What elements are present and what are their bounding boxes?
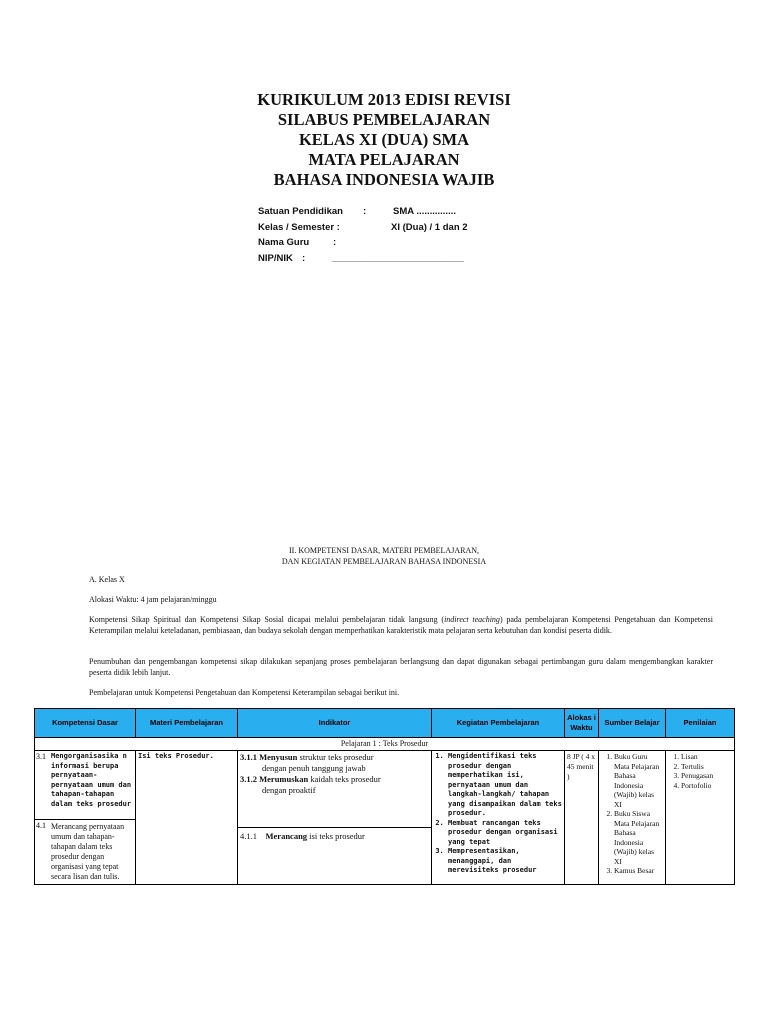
kompetensi-dasar-cell <box>35 751 136 885</box>
guru-label: Nama Guru <box>258 237 310 248</box>
header-alokasi-waktu: Alokas i Waktu <box>565 709 599 738</box>
title-line-2: SILABUS PEMBELAJARAN <box>277 110 491 129</box>
header-kegiatan: Kegiatan Pembelajaran <box>432 709 565 738</box>
paragraph-1-part-b: ) pada pembelajaran Kompetensi Pengetahuan dan Kompetensi Keterampilan melalui keteladanan, pembiasaan, dan budaya sekolah dengan memperhatikan karakteristik mata pelajaran serta kebutuhan dan kondisi peserta didik. <box>89 615 713 635</box>
section-heading <box>0 545 768 567</box>
list-item: 3. Mempresentasikan, menanggapi, dan merevisiteks prosedur <box>448 847 562 876</box>
indikator-3-1-1-text: struktur teks prosedur <box>297 752 374 762</box>
indikator-3-1-2-line2: dengan proaktif <box>262 785 316 795</box>
kd-4-1-text: Merancang pernyataan umum dan tahapan-tahapan dalam teks prosedur dengan organisasi yang tepat secara lisan dan tulis. <box>51 822 125 881</box>
list-item: 2. Buku Siswa Mata Pelajaran Bahasa Indonesia (Wajib) kelas XI <box>614 809 663 866</box>
list-item: 3. Kamus Besar <box>614 866 663 876</box>
kd-4-1 <box>35 820 135 884</box>
penilaian-cell <box>666 751 735 885</box>
kegiatan-list <box>434 752 562 876</box>
satuan-label: Satuan Pendidikan <box>258 206 343 217</box>
indikator-3-1-1-number: 3.1.1 <box>240 752 257 762</box>
alokasi-waktu-cell <box>565 751 599 885</box>
indikator-3-1-2-number: 3.1.2 <box>240 774 257 784</box>
document-title <box>0 90 768 190</box>
materi-cell <box>136 751 238 885</box>
list-item: 1. Mengidentifikasi teks prosedur dengan memperhatikan isi, pernyataan umum dan langkah-langkah/ tahapan yang disampaikan dalam teks prosedur. <box>448 752 562 819</box>
title-line-5: BAHASA INDONESIA WAJIB <box>273 170 495 189</box>
section-heading-line-1: II. KOMPETENSI DASAR, MATERI PEMBELAJARAN, <box>288 546 479 555</box>
indikator-cell <box>238 751 432 885</box>
indikator-3-1-2-verb: Merumuskan <box>259 774 309 784</box>
header-indikator: Indikator <box>238 709 432 738</box>
indikator-4-1-1-text: isi teks prosedur <box>307 831 365 841</box>
indikator-3-1-1-verb: Menyusun <box>259 752 298 762</box>
table-row <box>35 751 735 885</box>
header-penilaian: Penilaian <box>666 709 735 738</box>
satuan-separator: : <box>363 206 367 217</box>
kegiatan-cell <box>432 751 565 885</box>
kelas-value: XI (Dua) / 1 dan 2 <box>391 221 468 233</box>
list-item: 2. Membuat rancangan teks prosedur dengan organisasi yang tepat <box>448 819 562 848</box>
list-item: 3. Penugasan <box>681 771 732 781</box>
indikator-4-1-1-number: 4.1.1 <box>240 831 257 841</box>
title-line-4: MATA PELAJARAN <box>308 150 460 169</box>
kelas-label: Kelas / Semester : <box>258 221 340 233</box>
satuan-value: SMA ............... <box>393 206 456 217</box>
header-materi: Materi Pembelajaran <box>136 709 238 738</box>
nip-value: _________________________ <box>332 252 465 264</box>
indikator-group-3 <box>238 751 431 827</box>
paragraph-1 <box>89 614 713 636</box>
lesson-title-row <box>35 738 735 751</box>
indikator-3-1-2 <box>240 774 429 785</box>
guru-separator: : <box>333 237 337 248</box>
indikator-4-1-1-verb: Merancang <box>265 831 308 841</box>
alokasi-waktu-text: Alokasi Waktu: 4 jam pelajaran/minggu <box>89 595 217 604</box>
sumber-belajar-cell <box>599 751 666 885</box>
indikator-3-1-2-text: kaidah teks prosedur <box>308 774 381 784</box>
nip-separator: : <box>302 252 306 264</box>
list-item: 1. Buku Guru Mata Pelajaran Bahasa Indonesia (Wajib) kelas XI <box>614 752 663 809</box>
materi-text: Isi teks Prosedur. <box>138 752 214 760</box>
nip-label: NIP/NIK <box>258 252 293 264</box>
section-heading-line-2: DAN KEGIATAN PEMBELAJARAN BAHASA INDONESIA <box>281 557 487 566</box>
header-sumber-belajar: Sumber Belajar <box>599 709 666 738</box>
header-kompetensi-dasar: Kompetensi Dasar <box>35 709 136 738</box>
penilaian-list <box>668 752 732 790</box>
paragraph-1-part-a: Kompetensi Sikap Spiritual dan Kompetensi Sikap Sosial dicapai melalui pembelajaran tidak langsung ( <box>89 615 445 624</box>
paragraph-2: Penumbuhan dan pengembangan kompetensi sikap dilakukan sepanjang proses pembelajaran berlangsung dan dapat digunakan sebagai pertimbangan guru dalam mengembangkan karakter peserta didik lebih lanjut. <box>89 657 713 677</box>
paragraph-3: Pembelajaran untuk Kompetensi Pengetahuan dan Kompetensi Keterampilan sebagai berikut ini. <box>89 688 400 697</box>
list-item: 4. Portofolio <box>681 781 732 791</box>
kelas-heading: A. Kelas X <box>89 575 125 584</box>
table-header-row <box>35 709 735 738</box>
lesson-title: Pelajaran 1 : Teks Prosedur <box>35 738 735 751</box>
alokasi-waktu-value: 8 JP ( 4 x 45 menit ) <box>567 752 596 781</box>
indikator-3-1-1-line2: dengan penuh tanggung jawab <box>262 763 366 773</box>
kd-3-1 <box>35 751 135 820</box>
syllabus-table <box>34 708 735 885</box>
indikator-4-1-1 <box>238 827 431 844</box>
sumber-belajar-list <box>601 752 663 876</box>
kd-4-1-number: 4.1 <box>36 821 46 830</box>
title-line-3: KELAS XI (DUA) SMA <box>298 130 470 149</box>
paragraph-1-italic: indirect teaching <box>444 615 500 624</box>
title-line-1: KURIKULUM 2013 EDISI REVISI <box>257 90 511 109</box>
kd-3-1-text: Mengorganisasika n informasi berupa pernyataan-pernyataan umum dan tahapan-tahapan dalam teks prosedur <box>51 752 132 808</box>
indikator-3-1-1 <box>240 752 429 763</box>
kd-3-1-number: 3.1 <box>36 752 46 761</box>
list-item: 2. Tertulis <box>681 762 732 772</box>
list-item: 1. Lisan <box>681 752 732 762</box>
